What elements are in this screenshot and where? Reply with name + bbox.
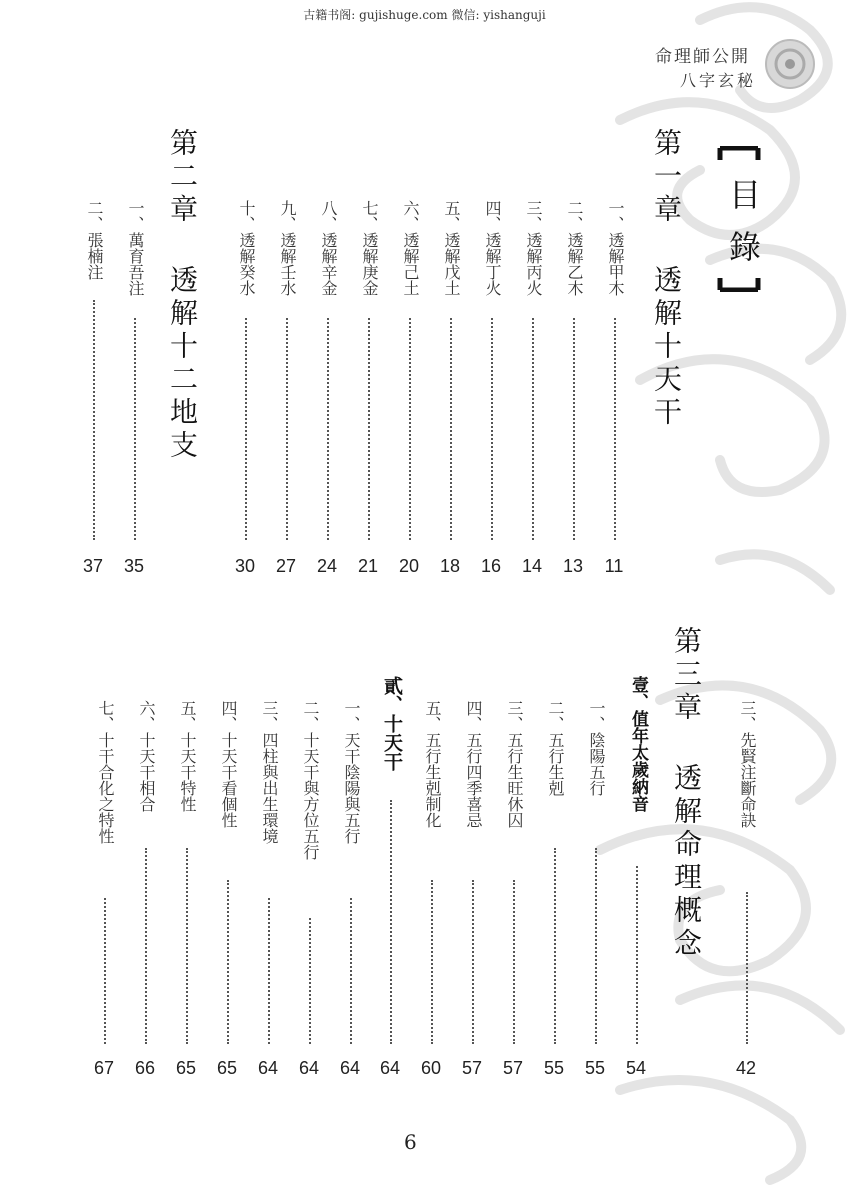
toc-entry[interactable]: 七、透解庚金: [360, 200, 379, 296]
toc-entry[interactable]: 一、透解甲木: [606, 200, 625, 296]
toc-entry[interactable]: 二、透解乙木: [565, 200, 584, 296]
page-number-ref[interactable]: 37: [82, 556, 104, 576]
page-number-ref[interactable]: 27: [275, 556, 297, 576]
toc-entry[interactable]: 二、張楠注: [85, 200, 104, 280]
page-number-ref[interactable]: 60: [420, 1058, 442, 1078]
leader-dots: [554, 848, 556, 1044]
toc-section-heading[interactable]: 壹、值年太歲納音: [628, 676, 648, 812]
toc-entry[interactable]: 三、五行生旺休囚: [505, 700, 524, 828]
leader-dots: [145, 848, 147, 1044]
toc-entry[interactable]: 一、陰陽五行: [587, 700, 606, 796]
cloud-pattern-decoration: [560, 0, 849, 1201]
toc-entry[interactable]: 四、五行四季喜忌: [464, 700, 483, 828]
toc-entry[interactable]: 三、四柱與出生環境: [260, 700, 279, 844]
toc-entry[interactable]: 一、天干陰陽與五行: [342, 700, 361, 844]
page-number-ref[interactable]: 16: [480, 556, 502, 576]
page-number-ref[interactable]: 13: [562, 556, 584, 576]
page-number-ref[interactable]: 64: [298, 1058, 320, 1078]
page-number-ref[interactable]: 67: [93, 1058, 115, 1078]
leader-dots: [245, 318, 247, 540]
leader-dots: [636, 866, 638, 1044]
page-number-ref[interactable]: 42: [735, 1058, 757, 1078]
toc-entry[interactable]: 五、透解戊土: [442, 200, 461, 296]
page-number-ref[interactable]: 55: [543, 1058, 565, 1078]
page-number-ref[interactable]: 24: [316, 556, 338, 576]
leader-dots: [350, 898, 352, 1044]
leader-dots: [390, 800, 392, 1044]
toc-entry[interactable]: 一、萬育吾注: [126, 200, 145, 296]
page-number: 6: [404, 1130, 417, 1154]
leader-dots: [268, 898, 270, 1044]
page-number-ref[interactable]: 11: [604, 556, 624, 576]
leader-dots: [532, 318, 534, 540]
page-number-ref[interactable]: 66: [134, 1058, 156, 1078]
page-number-ref[interactable]: 64: [379, 1058, 401, 1078]
leader-dots: [491, 318, 493, 540]
toc-entry[interactable]: 六、十天干相合: [137, 700, 156, 812]
page-number-ref[interactable]: 65: [216, 1058, 238, 1078]
toc-entry[interactable]: 五、五行生剋制化: [423, 700, 442, 828]
page-number-ref[interactable]: 57: [461, 1058, 483, 1078]
leader-dots: [286, 318, 288, 540]
leader-dots: [227, 880, 229, 1044]
medallion-logo: [764, 38, 816, 90]
page-number-ref[interactable]: 21: [357, 556, 379, 576]
toc-entry[interactable]: 二、十天干與方位五行: [301, 700, 320, 860]
page-number-ref[interactable]: 57: [502, 1058, 524, 1078]
page-number-ref[interactable]: 55: [584, 1058, 606, 1078]
leader-dots: [368, 318, 370, 540]
toc-entry[interactable]: 七、十干合化之特性: [96, 700, 115, 844]
leader-dots: [409, 318, 411, 540]
page-number-ref[interactable]: 64: [339, 1058, 361, 1078]
leader-dots: [573, 318, 575, 540]
page-number-ref[interactable]: 20: [398, 556, 420, 576]
leader-dots: [595, 848, 597, 1044]
leader-dots: [472, 880, 474, 1044]
leader-dots: [746, 892, 748, 1044]
leader-dots: [309, 918, 311, 1044]
brand-title: 命理師公開: [655, 47, 750, 67]
toc-entry[interactable]: 六、透解己土: [401, 200, 420, 296]
toc-entry[interactable]: 三、先賢注斷命訣: [738, 700, 757, 828]
toc-entry[interactable]: 九、透解壬水: [278, 200, 297, 296]
leader-dots: [450, 318, 452, 540]
brand-subtitle: 八字玄秘: [680, 71, 757, 90]
chapter-1-title: 第一章 透解十天干: [650, 128, 683, 430]
leader-dots: [104, 898, 106, 1044]
leader-dots: [614, 318, 616, 540]
toc-entry[interactable]: 四、透解丁火: [483, 200, 502, 296]
page-number-ref[interactable]: 30: [234, 556, 256, 576]
leader-dots: [513, 880, 515, 1044]
chapter-3-title: 第三章 透解命理概念: [670, 626, 703, 961]
page-number-ref[interactable]: 65: [175, 1058, 197, 1078]
page-number-ref[interactable]: 35: [123, 556, 145, 576]
page-number-ref[interactable]: 18: [439, 556, 461, 576]
toc-section-heading[interactable]: 貳、十天干: [381, 676, 403, 771]
chapter-2-title: 第二章 透解十二地支: [166, 128, 199, 463]
toc-entry[interactable]: 二、五行生剋: [546, 700, 565, 796]
toc-entry[interactable]: 八、透解辛金: [319, 200, 338, 296]
page-number-ref[interactable]: 54: [625, 1058, 647, 1078]
page-number-ref[interactable]: 64: [257, 1058, 279, 1078]
leader-dots: [431, 880, 433, 1044]
page-number-ref[interactable]: 14: [521, 556, 543, 576]
source-watermark: 古籍书阁: gujishuge.com 微信: yishanguji: [303, 8, 546, 22]
leader-dots: [186, 848, 188, 1044]
leader-dots: [134, 318, 136, 540]
toc-entry[interactable]: 三、透解丙火: [524, 200, 543, 296]
toc-entry[interactable]: 四、十天干看個性: [219, 700, 238, 828]
toc-entry[interactable]: 五、十天干特性: [178, 700, 197, 812]
toc-title: 目錄: [724, 178, 762, 282]
leader-dots: [93, 300, 95, 540]
toc-entry[interactable]: 十、透解癸水: [237, 200, 256, 296]
leader-dots: [327, 318, 329, 540]
